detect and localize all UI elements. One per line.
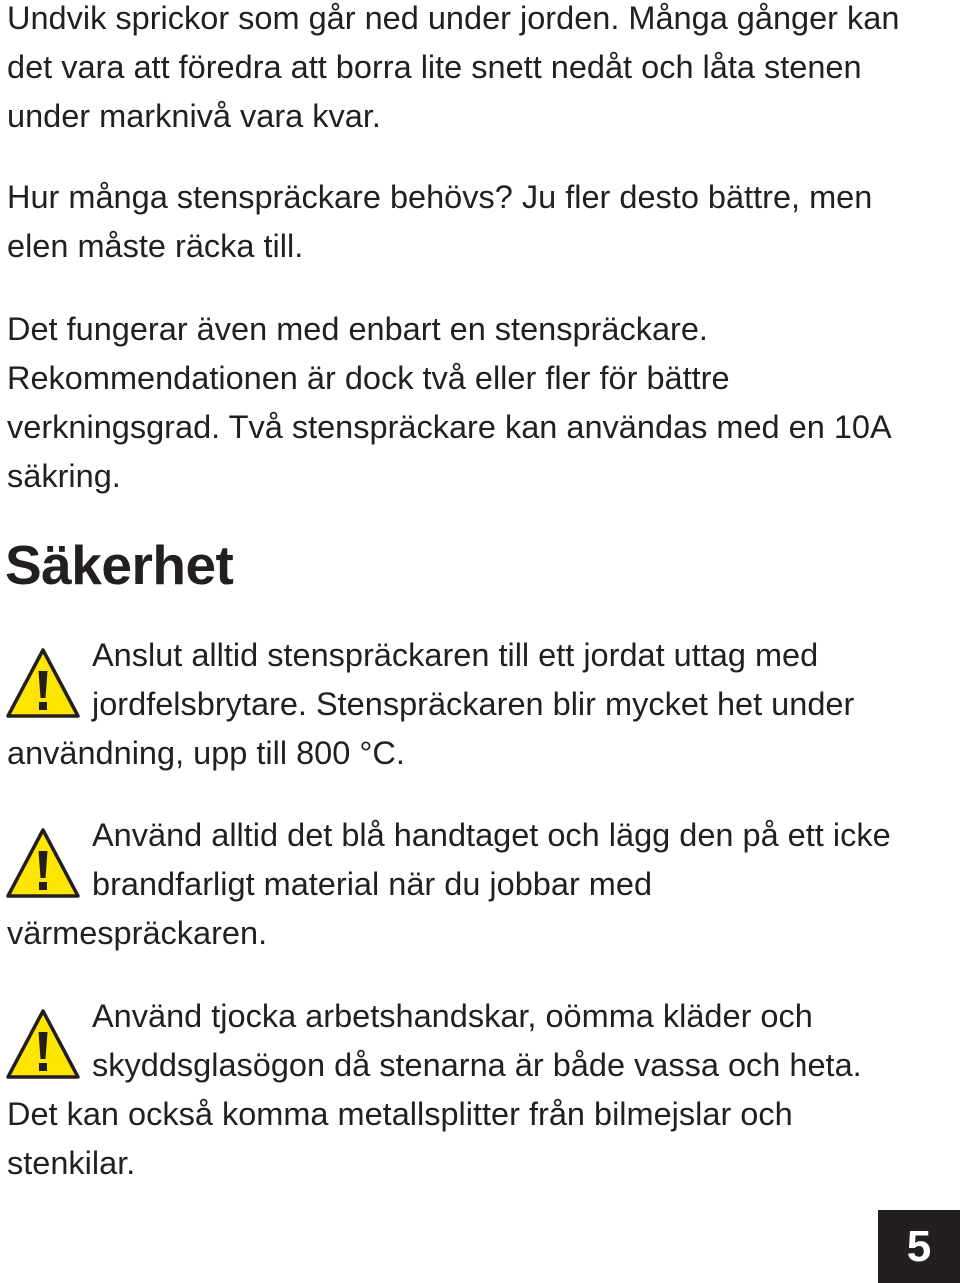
warning-text: Använd alltid det blå handtaget och lägg den på ett icke brandfarligt material när du jobbar med värmespräckaren. [7, 817, 891, 951]
warning-triangle-icon [5, 1008, 81, 1080]
warning-item [7, 811, 907, 958]
warning-triangle-icon [5, 827, 81, 899]
warning-item [7, 631, 907, 778]
warning-triangle-icon [5, 647, 81, 719]
warning-text: Anslut alltid stenspräckaren till ett jordat uttag med jordfelsbrytare. Stenspräckaren blir mycket het under användning, upp till 800 °C. [7, 637, 855, 771]
page-number-badge: 5 [878, 1210, 960, 1283]
section-heading: Säkerhet [5, 534, 234, 596]
paragraph-rekommendation: Det fungerar även med enbart en stenspräckare. Rekommendationen är dock två eller fler för bättre verkningsgrad. Två stenspräckare kan användas med en 10A säkring. [7, 311, 890, 494]
paragraph-boring: Undvik sprickor som går ned under jorden. Många gånger kan det vara att föredra att borra lite snett nedåt och låta stenen under marknivå vara kvar. [7, 0, 900, 134]
warning-text: Använd tjocka arbetshandskar, oömma kläder och skyddsglasögon då stenarna är både vassa och heta. Det kan också komma metallsplitter från bilmejslar och stenkilar. [7, 998, 862, 1181]
paragraph-antal: Hur många stenspräckare behövs? Ju fler desto bättre, men elen måste räcka till. [7, 179, 873, 264]
warning-item [7, 992, 907, 1188]
